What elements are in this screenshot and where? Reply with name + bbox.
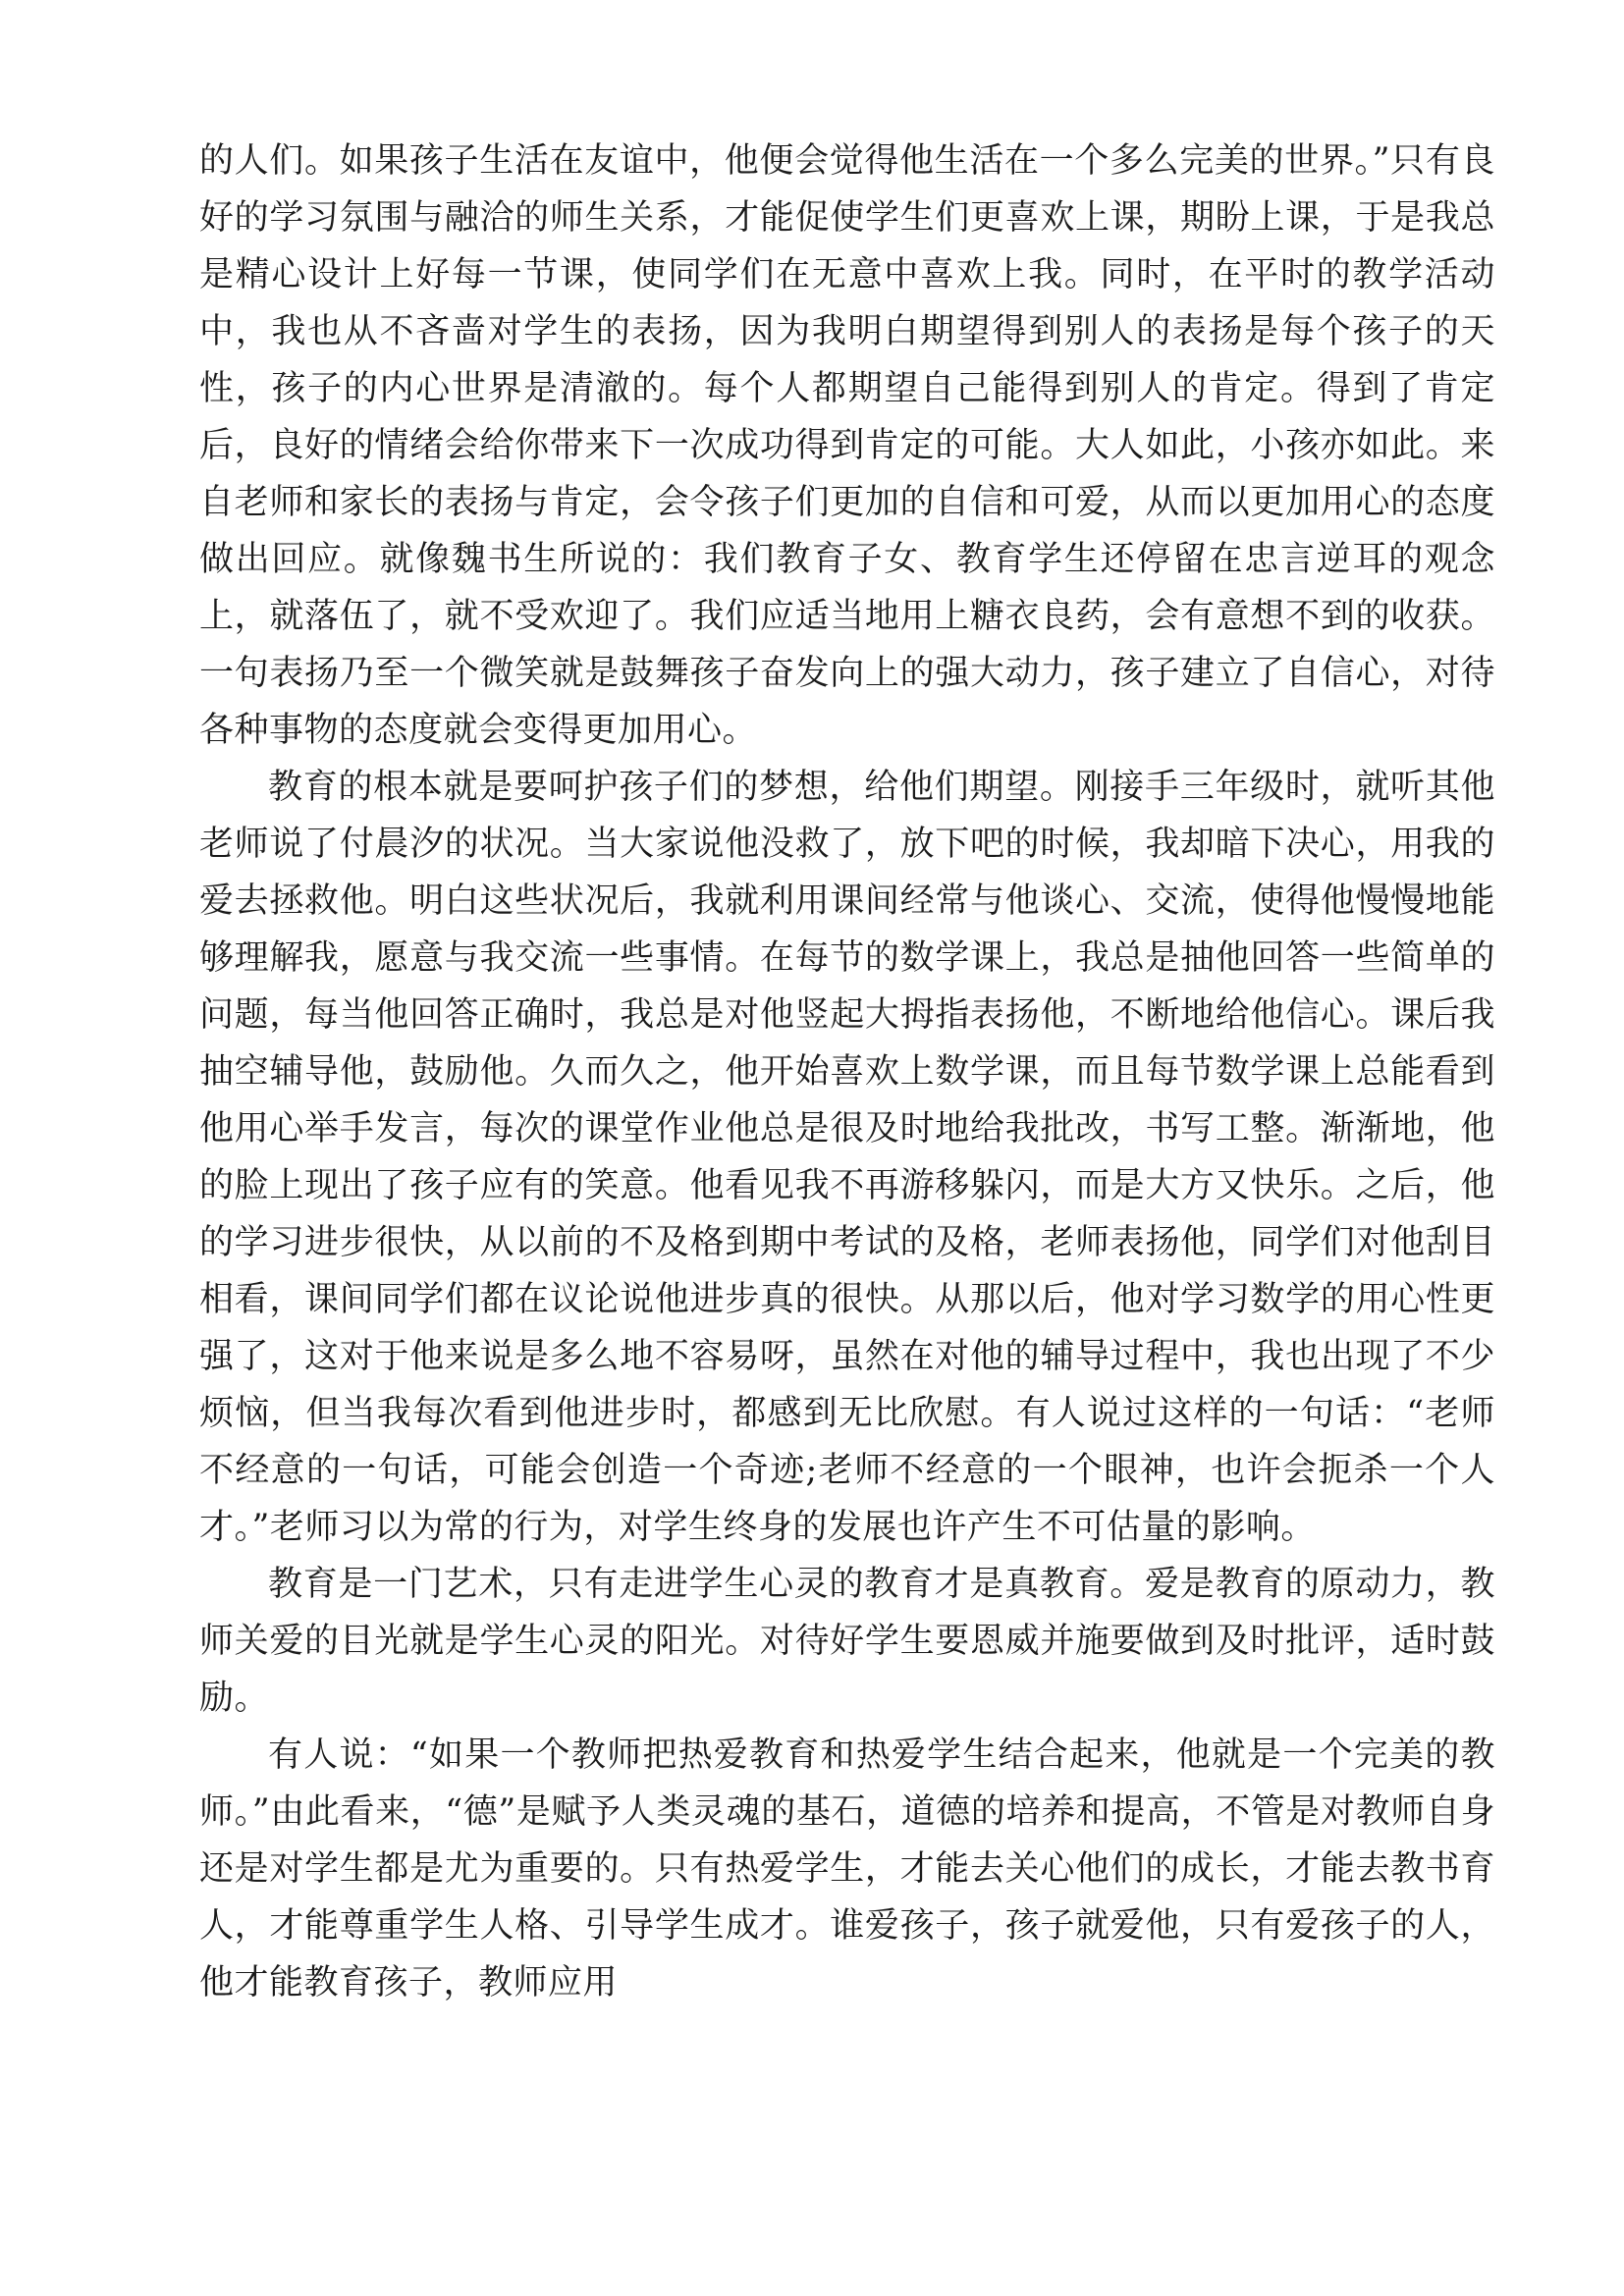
paragraph-1: 的人们。如果孩子生活在友谊中，他便会觉得他生活在一个多么完美的世界。”只有良好的学习氛围与融洽的师生关系，才能促使学生们更喜欢上课，期盼上课，于是我总是精心设计上好每一节课，使同学们在无意中喜欢上我。同时，在平时的教学活动中，我也从不吝啬对学生的表扬，因为我明白期望得到别人的表扬是每个孩子的天性，孩子的内心世界是清澈的。每个人都期望自己能得到别人的肯定。得到了肯定后，良好的情绪会给你带来下一次成功得到肯定的可能。大人如此，小孩亦如此。来自老师和家长的表扬与肯定，会令孩子们更加的自信和可爱，从而以更加用心的态度做出回应。就像魏书生所说的：我们教育子女、教育学生还停留在忠言逆耳的观念上，就落伍了，就不受欢迎了。我们应适当地用上糖衣良药，会有意想不到的收获。一句表扬乃至一个微笑就是鼓舞孩子奋发向上的强大动力，孩子建立了自信心，对待各种事物的态度就会变得更加用心。 <box>199 141 1495 750</box>
paragraph-2: 教育的根本就是要呵护孩子们的梦想，给他们期望。刚接手三年级时，就听其他老师说了付晨汐的状况。当大家说他没救了，放下吧的时候，我却暗下决心，用我的爱去拯救他。明白这些状况后，我就利用课间经常与他谈心、交流，使得他慢慢地能够理解我，愿意与我交流一些事情。在每节的数学课上，我总是抽他回答一些简单的问题，每当他回答正确时，我总是对他竖起大拇指表扬他，不断地给他信心。课后我抽空辅导他，鼓励他。久而久之，他开始喜欢上数学课，而且每节数学课上总能看到他用心举手发言，每次的课堂作业他总是很及时地给我批改，书写工整。渐渐地，他的脸上现出了孩子应有的笑意。他看见我不再游移躲闪，而是大方又快乐。之后，他的学习进步很快，从以前的不及格到期中考试的及格，老师表扬他，同学们对他刮目相看，课间同学们都在议论说他进步真的很快。从那以后，他对学习数学的用心性更强了，这对于他来说是多么地不容易呀，虽然在对他的辅导过程中，我也出现了不少烦恼，但当我每次看到他进步时，都感到无比欣慰。有人说过这样的一句话：“老师不经意的一句话，可能会创造一个奇迹;老师不经意的一个眼神，也许会扼杀一个人才。”老师习以为常的行为，对学生终身的发展也许产生不可估量的影响。 <box>199 768 1495 1547</box>
paragraph-4: 有人说：“如果一个教师把热爱教育和热爱学生结合起来，他就是一个完美的教师。”由此看来，“德”是赋予人类灵魂的基石，道德的培养和提高，不管是对教师自身还是对学生都是尤为重要的。只有热爱学生，才能去关心他们的成长，才能去教书育人，才能尊重学生人格、引导学生成才。谁爱孩子，孩子就爱他，只有爱孩子的人，他才能教育孩子，教师应用 <box>199 1735 1495 2002</box>
paragraph-3: 教育是一门艺术，只有走进学生心灵的教育才是真教育。爱是教育的原动力，教师关爱的目光就是学生心灵的阳光。对待好学生要恩威并施要做到及时批评，适时鼓励。 <box>199 1565 1495 1718</box>
body-text <box>199 133 1495 2011</box>
